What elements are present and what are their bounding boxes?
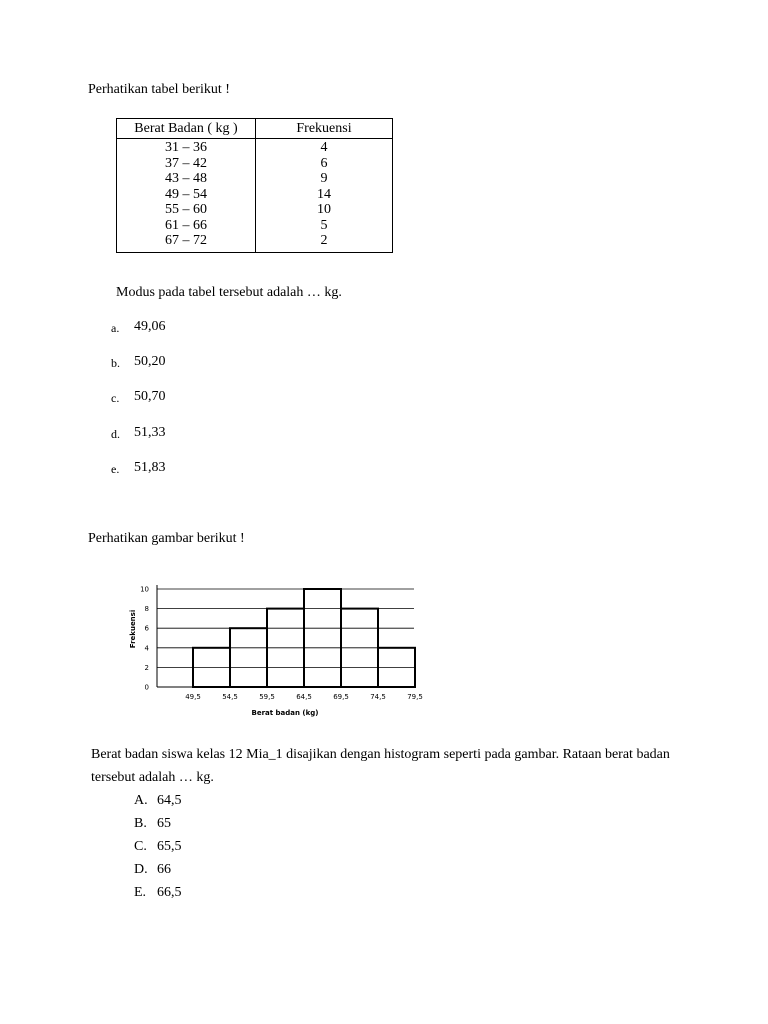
cell-range: 49 – 54 (117, 187, 256, 203)
question2-text-line2: tersebut adalah … kg. (91, 770, 214, 785)
table-row (117, 218, 393, 234)
question1-intro: Perhatikan tabel berikut ! (88, 82, 230, 97)
cell-range: 55 – 60 (117, 202, 256, 218)
option-value: 66,5 (157, 885, 182, 900)
x-tick-label: 64,5 (296, 693, 312, 701)
cell-frequency: 6 (256, 156, 393, 172)
option-value: 64,5 (157, 793, 182, 808)
table-row (117, 171, 393, 187)
cell-frequency: 2 (256, 233, 393, 252)
question1-prompt: Modus pada tabel tersebut adalah … kg. (116, 285, 342, 300)
y-axis-label: Frekuensi (129, 609, 137, 649)
question2-text-line1: Berat badan siswa kelas 12 Mia_1 disajikan dengan histogram seperti pada gambar. Rataan berat badan (91, 747, 670, 762)
option-value: 51,33 (134, 425, 166, 440)
option-value: 50,20 (134, 354, 166, 369)
question2-intro: Perhatikan gambar berikut ! (88, 531, 245, 546)
option-letter: d. (111, 427, 120, 441)
cell-range: 61 – 66 (117, 218, 256, 234)
header-frequency: Frekuensi (256, 119, 393, 139)
table-row (117, 156, 393, 172)
cell-range: 37 – 42 (117, 156, 256, 172)
option-letter: b. (111, 356, 120, 370)
y-tick-label: 4 (144, 644, 149, 653)
table-row (117, 187, 393, 203)
histogram-chart (120, 575, 440, 725)
option-letter: e. (111, 462, 120, 476)
table-row (117, 202, 393, 218)
cell-frequency: 9 (256, 171, 393, 187)
option-value: 49,06 (134, 319, 166, 334)
x-tick-label: 49,5 (185, 693, 201, 701)
option-letter: C. (134, 839, 147, 854)
x-tick-label: 79,5 (407, 693, 423, 701)
x-tick-label: 59,5 (259, 693, 275, 701)
option-letter: A. (134, 793, 148, 808)
cell-frequency: 4 (256, 139, 393, 156)
option-value: 65 (157, 816, 171, 831)
cell-range: 31 – 36 (117, 139, 256, 156)
table-header-row (117, 119, 393, 139)
option-letter: B. (134, 816, 147, 831)
option-value: 51,83 (134, 460, 166, 475)
x-axis-label: Berat badan (kg) (251, 709, 319, 717)
cell-frequency: 14 (256, 187, 393, 203)
cell-range: 67 – 72 (117, 233, 256, 252)
y-tick-label: 2 (144, 663, 149, 672)
cell-frequency: 10 (256, 202, 393, 218)
option-value: 66 (157, 862, 171, 877)
option-letter: c. (111, 391, 120, 405)
x-tick-label: 74,5 (370, 693, 386, 701)
y-tick-label: 6 (144, 624, 149, 633)
option-letter: E. (134, 885, 147, 900)
table-row (117, 139, 393, 156)
option-value: 65,5 (157, 839, 182, 854)
x-tick-label: 54,5 (222, 693, 238, 701)
header-weight: Berat Badan ( kg ) (117, 119, 256, 139)
x-tick-label: 69,5 (333, 693, 349, 701)
option-letter: a. (111, 321, 120, 335)
y-tick-label: 8 (144, 605, 149, 614)
cell-frequency: 5 (256, 218, 393, 234)
y-tick-label: 10 (140, 585, 149, 594)
option-letter: D. (134, 862, 148, 877)
table-row (117, 233, 393, 252)
histogram-bar (304, 589, 341, 687)
histogram-bar (230, 628, 267, 687)
cell-range: 43 – 48 (117, 171, 256, 187)
y-tick-label: 0 (144, 683, 149, 692)
option-value: 50,70 (134, 389, 166, 404)
frequency-table (116, 118, 393, 253)
